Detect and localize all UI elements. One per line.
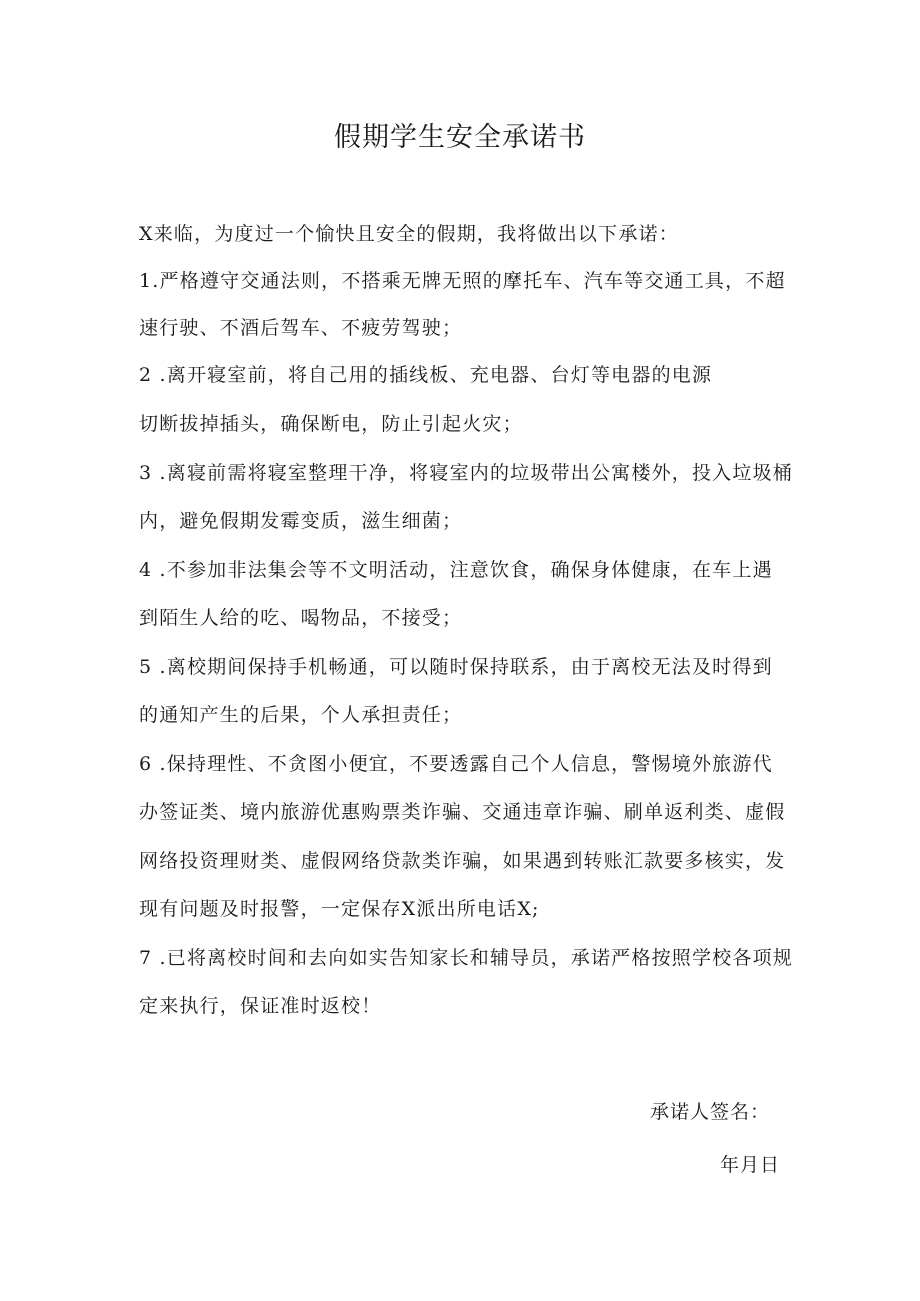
item-5-line-1: 5 .离校期间保持手机畅通，可以随时保持联系，由于离校无法及时得到 [139, 656, 773, 678]
item-5-line-2: 的通知产生的后果，个人承担责任； [139, 704, 463, 726]
document-title: 假期学生安全承诺书 [334, 122, 586, 153]
intro-line: X来临，为度过一个愉快且安全的假期，我将做出以下承诺： [139, 223, 679, 245]
item-2-line-2: 切断拔掉插头，确保断电，防止引起火灾； [139, 413, 523, 435]
item-3-line-2: 内，避免假期发霉变质，滋生细菌； [139, 510, 463, 532]
item-6-line-1: 6 .保持理性、不贪图小便宜，不要透露自己个人信息，警惕境外旅游代 [139, 753, 773, 775]
item-4-line-1: 4 .不参加非法集会等不文明活动，注意饮食，确保身体健康，在车上遇 [139, 559, 773, 581]
item-6-line-2: 办签证类、境内旅游优惠购票类诈骗、交通违章诈骗、刷单返利类、虚假 [139, 801, 786, 823]
item-6-line-3: 网络投资理财类、虚假网络贷款类诈骗，如果遇到转账汇款要多核实，发 [139, 850, 786, 872]
item-7-line-2: 定来执行，保证准时返校！ [139, 995, 382, 1017]
item-1-line-1: 1.严格遵守交通法则，不搭乘无牌无照的摩托车、汽车等交通工具，不超 [139, 270, 786, 292]
item-4-line-2: 到陌生人给的吃、喝物品，不接受； [139, 607, 463, 629]
item-1-line-2: 速行驶、不酒后驾车、不疲劳驾驶； [139, 317, 463, 339]
item-3-line-1: 3 .离寝前需将寝室整理干净，将寝室内的垃圾带出公寓楼外，投入垃圾桶 [139, 462, 793, 484]
item-7-line-1: 7 .已将离校时间和去向如实告知家长和辅导员，承诺严格按照学校各项规 [139, 947, 793, 969]
signature-label: 承诺人签名： [649, 1101, 770, 1123]
item-2-line-1: 2 .离开寝室前，将自己用的插线板、充电器、台灯等电器的电源 [139, 364, 713, 386]
date-label: 年月日 [719, 1154, 780, 1176]
item-6-line-4: 现有问题及时报警，一定保存X派出所电话X; [139, 898, 540, 920]
